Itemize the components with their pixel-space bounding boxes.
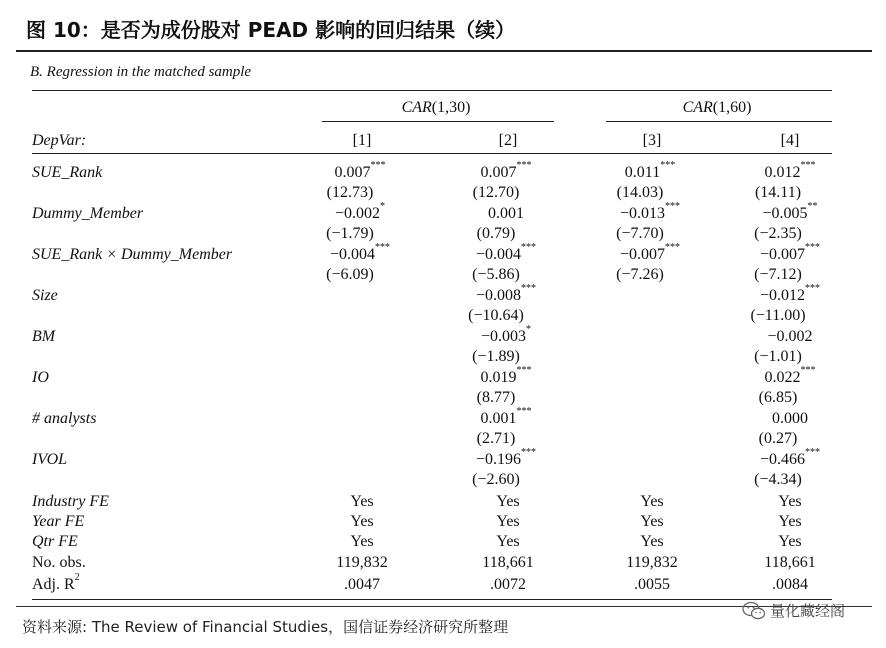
significance-stars: *** <box>521 447 537 458</box>
coefficient-value: −0.002 <box>767 328 813 345</box>
obs-value: 119,832 <box>626 554 678 571</box>
t-statistic: (−7.70) <box>616 225 664 242</box>
significance-stars: ** <box>807 201 818 212</box>
coefficient-value: −0.196 <box>475 451 522 468</box>
column-header: [1] <box>352 132 372 149</box>
t-statistic: (−2.35) <box>754 225 802 242</box>
coefficient <box>488 204 524 224</box>
t-statistic: (−4.34) <box>754 471 802 488</box>
significance-stars: *** <box>521 283 537 294</box>
top-rule <box>16 50 872 52</box>
coefficient-value: −0.466 <box>759 451 806 468</box>
significance-stars: *** <box>516 365 532 376</box>
coefficient-value: 0.012 <box>764 164 801 181</box>
coefficient-value: −0.013 <box>619 205 666 222</box>
wechat-icon <box>742 601 766 621</box>
t-statistic: (14.03) <box>616 184 664 201</box>
table-subtitle: B. Regression in the matched sample <box>30 64 252 80</box>
coefficient <box>619 242 681 265</box>
significance-stars: *** <box>800 160 816 171</box>
fe-row-label: Year FE <box>32 513 85 530</box>
row-label: # analysts <box>32 410 97 427</box>
r2-value: .0084 <box>772 576 808 593</box>
coefficient <box>475 242 537 265</box>
t-statistic: (2.71) <box>476 430 516 447</box>
significance-stars: * <box>380 201 386 212</box>
coefficient <box>334 201 386 224</box>
fe-value: Yes <box>350 513 374 530</box>
coefficient <box>759 447 821 470</box>
coefficient-value: 0.001 <box>480 410 517 427</box>
fe-value: Yes <box>350 493 374 510</box>
significance-stars: *** <box>375 242 391 253</box>
t-statistic: (6.85) <box>758 389 798 406</box>
t-statistic: (0.27) <box>758 430 798 447</box>
figure-title: 图 10：是否为成份股对 PEAD 影响的回归结果（续） <box>26 18 516 42</box>
obs-value: 118,661 <box>764 554 816 571</box>
coefficient-value: 0.000 <box>772 410 808 427</box>
coefficient-value: 0.022 <box>764 369 801 386</box>
obs-value: 118,661 <box>482 554 534 571</box>
fe-value: Yes <box>496 533 520 550</box>
coefficient <box>764 365 816 388</box>
row-label: SUE_Rank × Dummy_Member <box>32 246 233 263</box>
coefficient-value: −0.003 <box>480 328 527 345</box>
coefficient <box>329 242 391 265</box>
coefficient-value: −0.002 <box>334 205 381 222</box>
group-header-2 <box>683 98 752 118</box>
significance-stars: *** <box>805 447 821 458</box>
group-rule-1 <box>322 121 554 122</box>
t-statistic: (−6.09) <box>326 266 374 283</box>
watermark-text: 量化藏经阁 <box>770 602 846 620</box>
column-header: [3] <box>642 132 662 149</box>
fe-row-label: Qtr FE <box>32 533 78 550</box>
coefficient-value: −0.007 <box>619 246 666 263</box>
coefficient <box>480 324 532 347</box>
coefficient <box>480 406 532 429</box>
coefficient <box>480 365 532 388</box>
row-label: BM <box>32 328 56 345</box>
coefficient-value: −0.007 <box>759 246 806 263</box>
group-header-1 <box>402 98 471 118</box>
coefficient <box>762 201 818 224</box>
header-bottom-rule <box>32 153 832 154</box>
coefficient-value: −0.005 <box>762 205 808 222</box>
fe-row-label: Industry FE <box>32 493 109 510</box>
group-header-variable: CAR <box>682 99 713 116</box>
coefficient <box>334 160 386 183</box>
significance-stars: *** <box>800 365 816 376</box>
group-header-window: (1,60) <box>712 99 752 116</box>
coefficient-value: −0.004 <box>475 246 522 263</box>
fe-value: Yes <box>496 493 520 510</box>
t-statistic: (−2.60) <box>472 471 520 488</box>
significance-stars: *** <box>516 406 532 417</box>
t-statistic: (−1.89) <box>472 348 520 365</box>
t-statistic: (8.77) <box>476 389 516 406</box>
row-label: IVOL <box>32 451 68 468</box>
group-header-variable: CAR <box>401 99 432 116</box>
coefficient <box>624 160 676 183</box>
t-statistic: (−10.64) <box>468 307 524 324</box>
column-header: [4] <box>780 132 800 149</box>
coefficient <box>759 242 821 265</box>
r2-value: .0047 <box>344 576 380 593</box>
r2-row-label <box>32 572 80 595</box>
t-statistic: (14.11) <box>754 184 802 201</box>
r2-value: .0055 <box>634 576 670 593</box>
r2-value: .0072 <box>490 576 526 593</box>
coefficient <box>759 283 821 306</box>
fe-value: Yes <box>640 513 664 530</box>
fe-value: Yes <box>640 493 664 510</box>
coefficient <box>475 447 537 470</box>
coefficient-value: 0.007 <box>480 164 517 181</box>
source-note: 资料来源: The Review of Financial Studies，国信证券经济研究所整理 <box>22 618 509 636</box>
significance-stars: *** <box>660 160 676 171</box>
significance-stars: *** <box>516 160 532 171</box>
row-label: SUE_Rank <box>32 164 103 181</box>
coefficient-value: 0.011 <box>624 164 661 181</box>
significance-stars: *** <box>665 201 681 212</box>
watermark <box>742 600 845 621</box>
significance-stars: *** <box>805 283 821 294</box>
t-statistic: (12.73) <box>326 184 374 201</box>
coefficient-value: −0.008 <box>475 287 522 304</box>
r2-label-text: Adj. R <box>32 576 75 593</box>
coefficient <box>619 201 681 224</box>
row-label: IO <box>32 369 49 386</box>
r2-superscript: 2 <box>74 572 80 583</box>
coefficient-value: 0.007 <box>334 164 371 181</box>
fe-value: Yes <box>350 533 374 550</box>
fe-value: Yes <box>778 513 802 530</box>
coefficient <box>475 283 537 306</box>
t-statistic: (−1.01) <box>754 348 802 365</box>
table-top-rule <box>32 90 832 91</box>
significance-stars: * <box>526 324 532 335</box>
obs-value: 119,832 <box>336 554 388 571</box>
coefficient <box>767 327 812 347</box>
fe-value: Yes <box>640 533 664 550</box>
t-statistic: (0.79) <box>476 225 516 242</box>
t-statistic: (−1.79) <box>326 225 374 242</box>
t-statistic: (12.70) <box>472 184 520 201</box>
fe-value: Yes <box>778 533 802 550</box>
coefficient-value: −0.004 <box>329 246 376 263</box>
group-rule-2 <box>606 121 832 122</box>
significance-stars: *** <box>521 242 537 253</box>
fe-value: Yes <box>778 493 802 510</box>
t-statistic: (−7.26) <box>616 266 664 283</box>
t-statistic: (−11.00) <box>750 307 806 324</box>
row-label: Dummy_Member <box>32 205 144 222</box>
coefficient <box>772 409 808 429</box>
coefficient <box>764 160 816 183</box>
column-header: [2] <box>498 132 518 149</box>
coefficient-value: 0.019 <box>480 369 517 386</box>
table-bottom-rule <box>32 599 832 600</box>
t-statistic: (−5.86) <box>472 266 520 283</box>
t-statistic: (−7.12) <box>754 266 802 283</box>
obs-row-label: No. obs. <box>32 554 86 571</box>
depvar-label: DepVar: <box>32 132 87 149</box>
group-header-window: (1,30) <box>431 99 471 116</box>
coefficient-value: −0.012 <box>759 287 806 304</box>
significance-stars: *** <box>665 242 681 253</box>
coefficient-value: 0.001 <box>488 205 524 222</box>
significance-stars: *** <box>805 242 821 253</box>
fe-value: Yes <box>496 513 520 530</box>
row-label: Size <box>32 287 58 304</box>
significance-stars: *** <box>370 160 386 171</box>
coefficient <box>480 160 532 183</box>
